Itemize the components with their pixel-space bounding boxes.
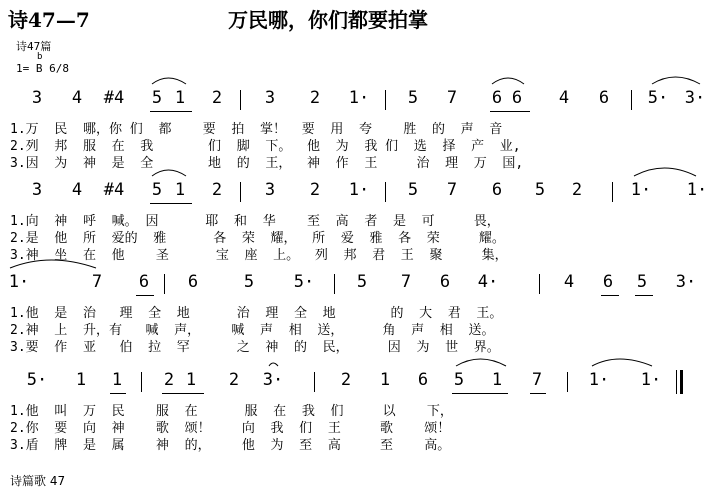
hymn-number: 诗47—7 <box>8 8 90 32</box>
note: 5 <box>636 272 648 292</box>
note: 7 <box>91 272 103 292</box>
note: 5· <box>647 88 669 108</box>
lyric-line: 3.神 坐 在 他 圣 宝 座 上。 列 邦 君 王 聚 集， <box>10 248 508 263</box>
note: 3 <box>31 180 43 200</box>
note: 5 <box>243 272 255 292</box>
note: 1· <box>686 180 708 200</box>
note: 3· <box>684 88 706 108</box>
slur <box>152 78 186 84</box>
note: #4 <box>103 180 125 200</box>
lyric-line: 2.你 要 向 神 歌 颂！ 向 我 们 王 歌 颂！ <box>10 421 451 436</box>
note: 5 <box>151 88 163 108</box>
slur <box>269 363 278 366</box>
note: 2 <box>211 88 223 108</box>
slur <box>592 359 652 366</box>
note: 6 <box>602 272 614 292</box>
lyric-line: 3.盾 牌 是 属 神 的， 他 为 至 高 至 高。 <box>10 438 451 453</box>
note: 2 <box>309 180 321 200</box>
note: 6 <box>187 272 199 292</box>
note: 2 <box>211 180 223 200</box>
note: 1 <box>111 370 123 390</box>
note: 1 <box>379 370 391 390</box>
slur <box>492 78 524 84</box>
note: 7 <box>446 180 458 200</box>
note: 4· <box>477 272 499 292</box>
slur <box>152 170 186 176</box>
note: 5 <box>356 272 368 292</box>
note: 2 <box>340 370 352 390</box>
slur <box>456 359 506 366</box>
lyric-line: 2.是 他 所 爱的 雅 各 荣 耀， 所 爱 雅 各 荣 耀。 <box>10 231 505 246</box>
note: #4 <box>103 88 125 108</box>
note: 1 <box>75 370 87 390</box>
note: 2 <box>309 88 321 108</box>
lyric-line: 3.要 作 亚 伯 拉 罕 之 神 的 民， 因 为 世 界。 <box>10 340 500 355</box>
key-signature: 1= B 6/8 <box>16 62 69 75</box>
note: 1· <box>630 180 652 200</box>
page-title: 万民哪，你们都要拍掌 <box>228 8 428 32</box>
note: 2 <box>163 370 175 390</box>
note: 7 <box>531 370 543 390</box>
lyric-line: 2.神 上 升，有 喊 声， 喊 声 相 送， 角 声 相 送。 <box>10 323 495 338</box>
note: 4 <box>71 180 83 200</box>
note: 5 <box>407 88 419 108</box>
note: 3 <box>264 88 276 108</box>
flat-sign: b <box>37 52 43 62</box>
note: 1 <box>174 88 186 108</box>
note: 2 <box>228 370 240 390</box>
note: 6 <box>491 180 503 200</box>
note: 5 <box>407 180 419 200</box>
slur <box>10 260 96 268</box>
note: 3· <box>675 272 697 292</box>
lyric-line: 1.向 神 呼 喊。 因 耶 和 华 至 高 者 是 可 畏， <box>10 214 500 229</box>
note: 6 <box>439 272 451 292</box>
note: 5· <box>293 272 315 292</box>
footer-label: 诗篇歌 47 <box>10 474 66 488</box>
note: 1· <box>348 88 370 108</box>
note: 6 <box>511 88 523 108</box>
note: 1 <box>185 370 197 390</box>
lyric-line: 2.列 邦 服 在 我 们 脚 下。 他 为 我 们 选 择 产 业, <box>10 139 521 154</box>
note: 6 <box>138 272 150 292</box>
lyric-line: 1.他 是 治 理 全 地 治 理 全 地 的 大 君 王。 <box>10 306 503 321</box>
slur <box>652 77 700 84</box>
note: 6 <box>598 88 610 108</box>
note: 4 <box>71 88 83 108</box>
note: 1· <box>640 370 662 390</box>
psalm-source: 诗47篇 <box>16 40 52 53</box>
note: 3 <box>264 180 276 200</box>
note: 5 <box>151 180 163 200</box>
note: 5 <box>453 370 465 390</box>
note: 7 <box>400 272 412 292</box>
note: 4 <box>558 88 570 108</box>
lyric-line: 1.他 叫 万 民 服 在 服 在 我 们 以 下， <box>10 404 453 419</box>
note: 3 <box>31 88 43 108</box>
note: 5· <box>26 370 48 390</box>
lyric-line: 3.因 为 神 是 全 地 的 王， 神 作 王 治 理 万 国, <box>10 156 524 171</box>
note: 5 <box>534 180 546 200</box>
note: 1 <box>491 370 503 390</box>
note: 7 <box>446 88 458 108</box>
note: 2 <box>571 180 583 200</box>
note: 1· <box>8 272 30 292</box>
note: 6 <box>417 370 429 390</box>
lyric-line: 1.万 民 哪，你 们 都 要 拍 掌！ 要 用 夸 胜 的 声 音 <box>10 122 503 137</box>
note: 4 <box>563 272 575 292</box>
note: 1· <box>588 370 610 390</box>
slur <box>634 168 696 176</box>
note: 3· <box>262 370 284 390</box>
note: 1 <box>174 180 186 200</box>
note: 6 <box>491 88 503 108</box>
note: 1· <box>348 180 370 200</box>
